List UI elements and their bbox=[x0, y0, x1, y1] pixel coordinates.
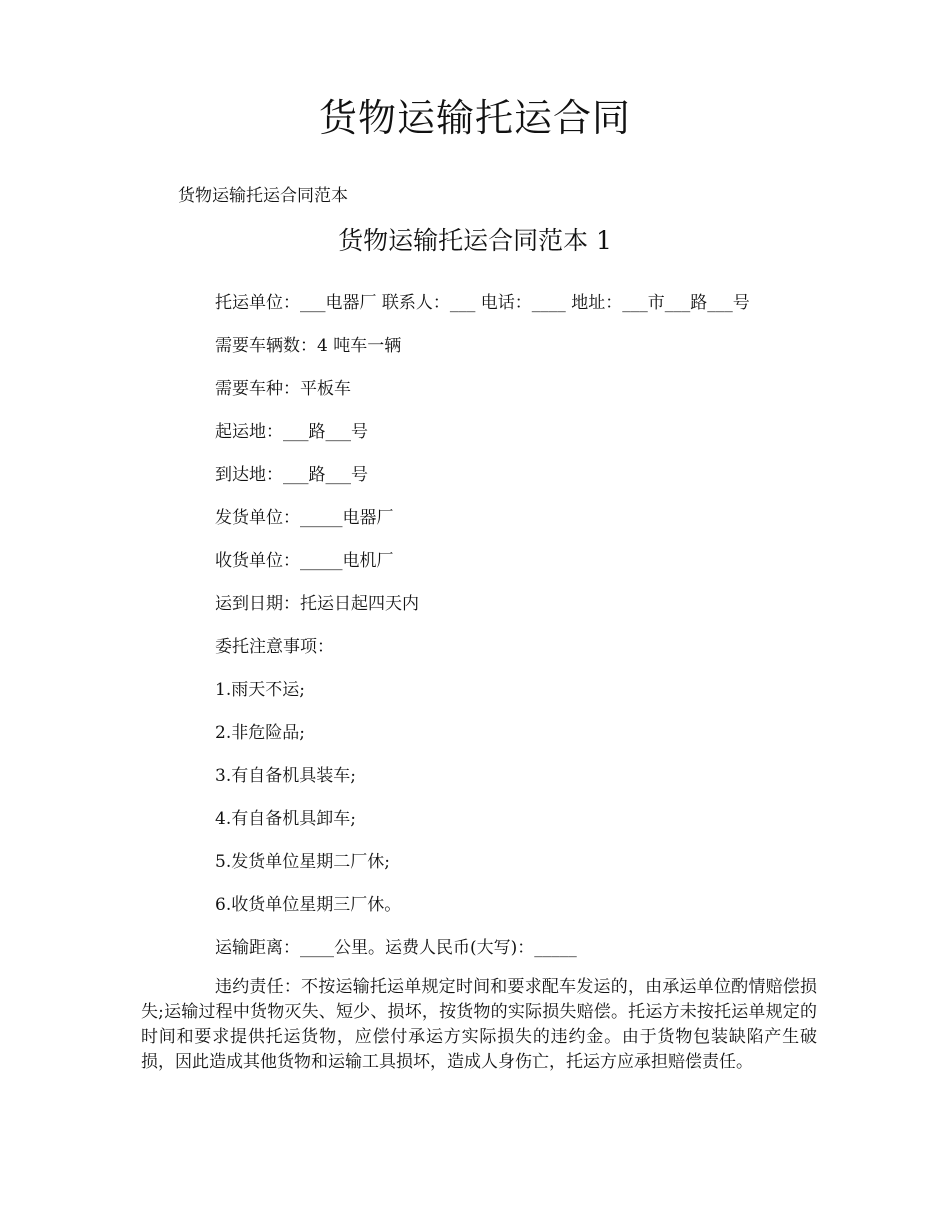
note-item: 5.发货单位星期二厂休; bbox=[215, 852, 390, 872]
document-title: 货物运输托运合同 bbox=[318, 96, 631, 140]
note-item: 4.有自备机具卸车; bbox=[215, 809, 356, 829]
destination-line: 到达地：___路___号 bbox=[215, 465, 368, 485]
note-item: 1.雨天不运; bbox=[215, 680, 305, 700]
consignor-line: 托运单位：___电器厂 联系人：___ 电话：____ 地址：___市___路___号 bbox=[215, 293, 750, 313]
contract-field-list bbox=[215, 290, 750, 978]
shipper-line: 发货单位：_____电器厂 bbox=[215, 508, 394, 528]
vehicle-count-line: 需要车辆数：4 吨车一辆 bbox=[215, 336, 402, 356]
arrival-date-line: 运到日期：托运日起四天内 bbox=[215, 594, 419, 614]
document-subtitle: 货物运输托运合同范本 bbox=[178, 186, 348, 206]
note-item: 6.收货单位星期三厂休。 bbox=[215, 895, 402, 915]
distance-fee-line: 运输距离：____公里。运费人民币(大写)：_____ bbox=[215, 938, 577, 958]
note-item: 2.非危险品; bbox=[215, 723, 305, 743]
origin-line: 起运地：___路___号 bbox=[215, 422, 368, 442]
vehicle-type-line: 需要车种：平板车 bbox=[215, 379, 351, 399]
section-title: 货物运输托运合同范本 1 bbox=[338, 226, 612, 255]
receiver-line: 收货单位：_____电机厂 bbox=[215, 551, 394, 571]
notes-heading: 委托注意事项： bbox=[215, 637, 334, 657]
note-item: 3.有自备机具装车; bbox=[215, 766, 356, 786]
liability-paragraph: 违约责任：不按运输托运单规定时间和要求配车发运的，由承运单位酌情赔偿损失;运输过程中货物灭失、短少、损坏，按货物的实际损失赔偿。托运方未按托运单规定的时间和要求提供托运货物，应偿付承运方实际损失的违约金。由于货物包装缺陷产生破损，因此造成其他货物和运输工具损坏，造成人身伤亡，托运方应承担赔偿责任。 bbox=[141, 977, 817, 1072]
